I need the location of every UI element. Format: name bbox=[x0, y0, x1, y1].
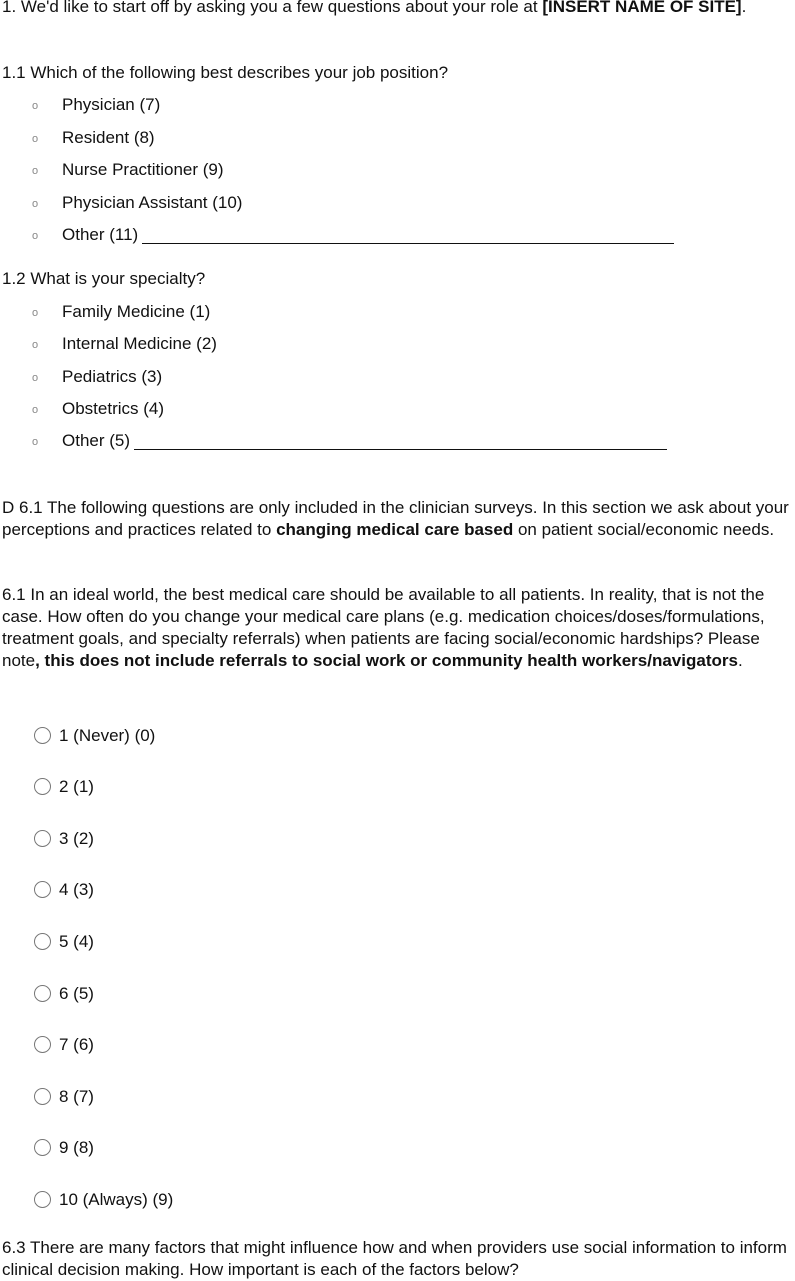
option-label: Resident (8) bbox=[62, 128, 155, 147]
question-1-2: 1.2 What is your specialty? bbox=[2, 269, 206, 288]
job-option-other[interactable] bbox=[32, 223, 674, 247]
radio-marker: o bbox=[32, 198, 39, 210]
option-label: Other (11) bbox=[62, 225, 139, 244]
scale-label: 8 (7) bbox=[59, 1087, 94, 1106]
question-1-1: 1.1 Which of the following best describes your job position? bbox=[2, 63, 449, 82]
scale-option-3[interactable] bbox=[34, 827, 94, 851]
question-6-3: 6.3 There are many factors that might influence how and when providers use social information to inform clinical decision making. How important is each of the factors below? bbox=[2, 1238, 787, 1279]
radio-marker: o bbox=[32, 436, 39, 448]
radio-marker: o bbox=[32, 165, 39, 177]
scale-label: 3 (2) bbox=[59, 829, 94, 848]
job-option-resident[interactable] bbox=[32, 126, 155, 150]
scale-label: 5 (4) bbox=[59, 932, 94, 951]
radio-marker: o bbox=[32, 133, 39, 145]
intro-text-end: . bbox=[741, 0, 747, 16]
specialty-option-family-medicine[interactable] bbox=[32, 300, 210, 324]
scale-label: 1 (Never) (0) bbox=[59, 726, 156, 745]
radio-circle-icon[interactable] bbox=[34, 1088, 51, 1105]
intro-paragraph bbox=[2, 0, 791, 18]
specialty-option-obstetrics[interactable] bbox=[32, 397, 164, 421]
radio-circle-icon[interactable] bbox=[34, 727, 51, 744]
radio-marker: o bbox=[32, 230, 39, 242]
radio-marker: o bbox=[32, 404, 39, 416]
radio-marker: o bbox=[32, 100, 39, 112]
scale-option-9[interactable] bbox=[34, 1136, 94, 1160]
job-option-nurse-practitioner[interactable] bbox=[32, 158, 224, 182]
question-6-1 bbox=[2, 584, 791, 672]
scale-option-5[interactable] bbox=[34, 930, 94, 954]
radio-marker: o bbox=[32, 339, 39, 351]
option-label: Physician (7) bbox=[62, 95, 161, 114]
job-option-physician-assistant[interactable] bbox=[32, 191, 242, 215]
other-text-blank[interactable] bbox=[142, 227, 674, 244]
scale-option-2[interactable] bbox=[34, 775, 94, 799]
option-label: Nurse Practitioner (9) bbox=[62, 160, 224, 179]
specialty-option-pediatrics[interactable] bbox=[32, 365, 162, 389]
section-d-bold: changing medical care based bbox=[276, 520, 514, 539]
scale-label: 4 (3) bbox=[59, 880, 94, 899]
question-6-1-text-end: . bbox=[737, 651, 743, 670]
option-label: Family Medicine (1) bbox=[62, 302, 211, 321]
scale-label: 10 (Always) (9) bbox=[59, 1190, 174, 1209]
radio-circle-icon[interactable] bbox=[34, 881, 51, 898]
radio-marker: o bbox=[32, 307, 39, 319]
section-d-text: D 6.1 The following questions are only included in the clinician surveys. In this section we ask about your perceptions and practices related to bbox=[2, 498, 789, 539]
specialty-option-other[interactable] bbox=[32, 429, 667, 453]
scale-option-1[interactable] bbox=[34, 724, 155, 748]
radio-circle-icon[interactable] bbox=[34, 1191, 51, 1208]
radio-circle-icon[interactable] bbox=[34, 778, 51, 795]
option-label: Pediatrics (3) bbox=[62, 367, 163, 386]
scale-label: 7 (6) bbox=[59, 1035, 94, 1054]
option-label: Internal Medicine (2) bbox=[62, 334, 217, 353]
specialty-option-internal-medicine[interactable] bbox=[32, 332, 217, 356]
question-6-1-note: , this does not include referrals to social work or community health workers/navigators bbox=[35, 651, 738, 670]
option-label: Other (5) bbox=[62, 431, 131, 450]
radio-marker: o bbox=[32, 372, 39, 384]
scale-label: 9 (8) bbox=[59, 1138, 94, 1157]
scale-option-6[interactable] bbox=[34, 982, 94, 1006]
scale-label: 2 (1) bbox=[59, 777, 94, 796]
scale-label: 6 (5) bbox=[59, 984, 94, 1003]
option-label: Physician Assistant (10) bbox=[62, 193, 243, 212]
radio-circle-icon[interactable] bbox=[34, 985, 51, 1002]
radio-circle-icon[interactable] bbox=[34, 1036, 51, 1053]
job-option-physician[interactable] bbox=[32, 93, 160, 117]
radio-circle-icon[interactable] bbox=[34, 830, 51, 847]
scale-option-10[interactable] bbox=[34, 1188, 173, 1212]
scale-option-7[interactable] bbox=[34, 1033, 94, 1057]
radio-circle-icon[interactable] bbox=[34, 933, 51, 950]
intro-site-placeholder: [INSERT NAME OF SITE] bbox=[542, 0, 742, 16]
intro-text: 1. We'd like to start off by asking you a few questions about your role at bbox=[2, 0, 543, 16]
question-6-1-text: 6.1 In an ideal world, the best medical care should be available to all patients. In reality, that is not the case. How often do you change your medical care plans (e.g. medication choices/doses/formulations, treatment goals, and specialty referrals) when patients are facing social/economic hardships? Please note bbox=[2, 585, 765, 670]
section-d-intro bbox=[2, 497, 791, 541]
radio-circle-icon[interactable] bbox=[34, 1139, 51, 1156]
scale-option-8[interactable] bbox=[34, 1085, 94, 1109]
section-d-text-end: on patient social/economic needs. bbox=[513, 520, 775, 539]
option-label: Obstetrics (4) bbox=[62, 399, 165, 418]
other-text-blank[interactable] bbox=[134, 433, 667, 450]
scale-option-4[interactable] bbox=[34, 878, 94, 902]
